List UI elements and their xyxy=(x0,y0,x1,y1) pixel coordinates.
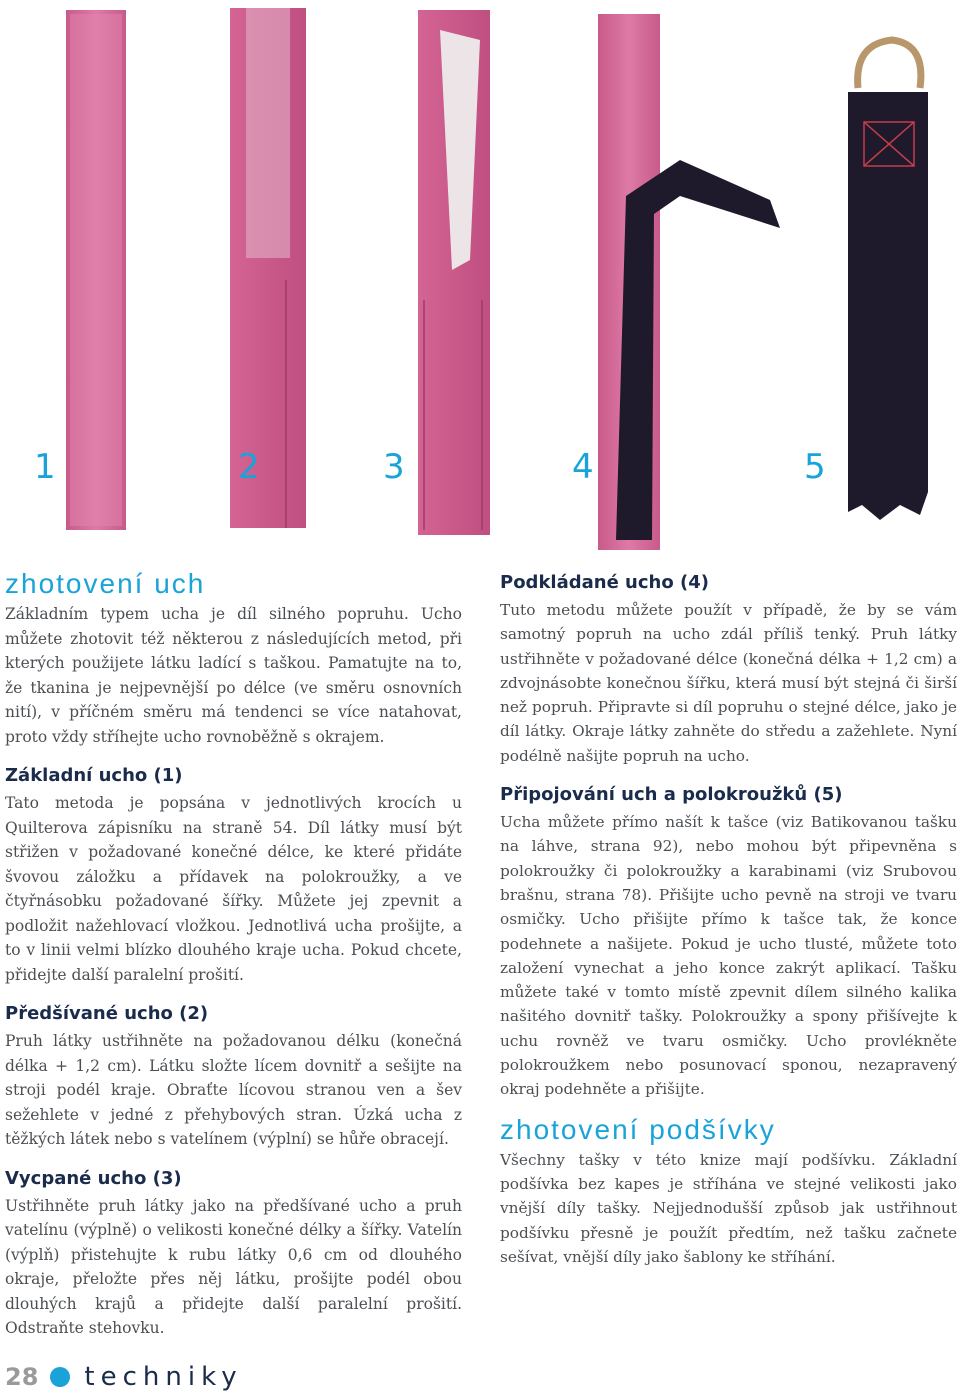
sewn-handle-text: Pruh látky ustřihněte na požadovanou délku (konečná délka + 1,2 cm). Látku složte lícem dovnitř a sešijte na stroji podél kraje. Obraťte lícovou stranou ven a šev sežehlete v jedné z přehybových stran. Úzká ucha z těžkých látek nebo s vatelínem (výplní) se hůře obracejí. xyxy=(5,1032,462,1148)
step-number-3: 3 xyxy=(383,447,405,487)
bullet-dot-icon xyxy=(50,1367,70,1387)
step-number-4: 4 xyxy=(572,447,594,487)
attach-handles-text: Ucha můžete přímo našít k tašce (viz Batikovanou tašku na láhve, strana 92), nebo mohou být připevněna s polokroužky či polokroužky a karabinami (viz Srubovou brašnu, strana 78). Přišijte ucho pevně na stroji ve tvaru osmičky. Ucho přišijte přímo k tašce tak, že konce podehnete a našijete. Pokud je ucho tlusté, můžete toto založení vynechat a jeho konce zakrýt aplikací. Tašku můžete také v tomto místě zpevnit dílem silného kalika našitého dovnitř tašky. Polokroužky a spony přišívejte k uchu rovněž ve tvaru osmičky. Ucho provlékněte polokroužkem nebo posunovací sponou, nezapravený okraj podehněte a přišijte. xyxy=(500,813,957,1099)
heading-sewn-handle: Předšívané ucho (2) xyxy=(5,1003,209,1024)
page-number: 28 xyxy=(5,1363,39,1391)
footer-section-name: techniky xyxy=(84,1362,243,1392)
step-number-2: 2 xyxy=(238,447,260,487)
page-footer xyxy=(5,1360,243,1394)
right-column xyxy=(500,572,957,1269)
strip-4-lined-handle xyxy=(598,14,780,550)
section-title-lining: zhotovení podšívky xyxy=(500,1113,776,1145)
strip-5-ring-handle xyxy=(848,40,928,520)
lined-handle-text: Tuto metodu můžete použít v případě, že by se vám samotný popruh na ucho zdál příliš tenký. Pruh látky ustřihněte v požadované délce (konečná délka + 1,2 cm) a zdvojnásobte konečnou šířku, která musí být stejná či širší než popruh. Připravte si díl popruhu o stejné délce, jako je díl látky. Okraje látky zahněte do středu a zažehlete. Nyní podélně našijte popruh na ucho. xyxy=(500,601,957,765)
left-column xyxy=(5,568,462,1341)
padded-handle-text: Ustřihněte pruh látky jako na předšívané ucho a pruh vatelínu (výplně) o velikosti konečné délky a šířky. Vatelín (výplň) přistehujte k rubu látky 0,6 cm od dlouhého okraje, přeložte přes něj látku, prošijte podél obou dlouhých krajů a přidejte další paralelní prošití. Odstraňte stehovku. xyxy=(5,1196,462,1337)
heading-basic-handle: Základní ucho (1) xyxy=(5,765,183,786)
lining-text: Všechny tašky v této knize mají podšívku. Základní podšívka bez kapes je stříhána ve stejné velikosti jako vnější díly tašky. Nejjednodušší způsob jak ustřihnout podšívku přesně je použít předtím, než tašku začnete sešívat, vnější díly jako šablony ke stříhání. xyxy=(500,1150,957,1266)
heading-padded-handle: Vycpané ucho (3) xyxy=(5,1167,182,1189)
step-number-5: 5 xyxy=(804,447,826,487)
strip-1-basic-handle xyxy=(66,10,126,530)
strip-3-padded-handle xyxy=(418,10,490,535)
handles-intro: Základním typem ucha je díl silného popruhu. Ucho můžete zhotovit též některou z následujících metod, při kterých použijete látku ladící s taškou. Pamatujte na to, že tkanina je nejpevnější po délce (ve směru osnovních nití), v příčném směru má tendenci se více natahovat, proto vždy stříhejte ucho rovnoběžně s okrajem. xyxy=(5,605,462,746)
heading-lined-handle: Podkládané ucho (4) xyxy=(500,572,709,593)
basic-handle-text: Tato metoda je popsána v jednotlivých krocích u Quilterova zápisníku na straně 54. Díl látky musí být střižen v požadované konečné délce, ke které přidáte švovou záložku a přídavek na polokroužky, a ve čtyřnásobku požadované šířky. Můžete jej zpevnit a podložit nažehlovací vložkou. Jednotlivá ucha prošijte, a to v linii velmi blízko dlouhého kraje ucha. Pokud chcete, přidejte další paralelní prošití. xyxy=(5,794,462,984)
section-title-handles: zhotovení uch xyxy=(5,568,206,599)
heading-attach-handles: Připojování uch a polokroužků (5) xyxy=(500,784,843,806)
step-number-1: 1 xyxy=(34,447,56,487)
